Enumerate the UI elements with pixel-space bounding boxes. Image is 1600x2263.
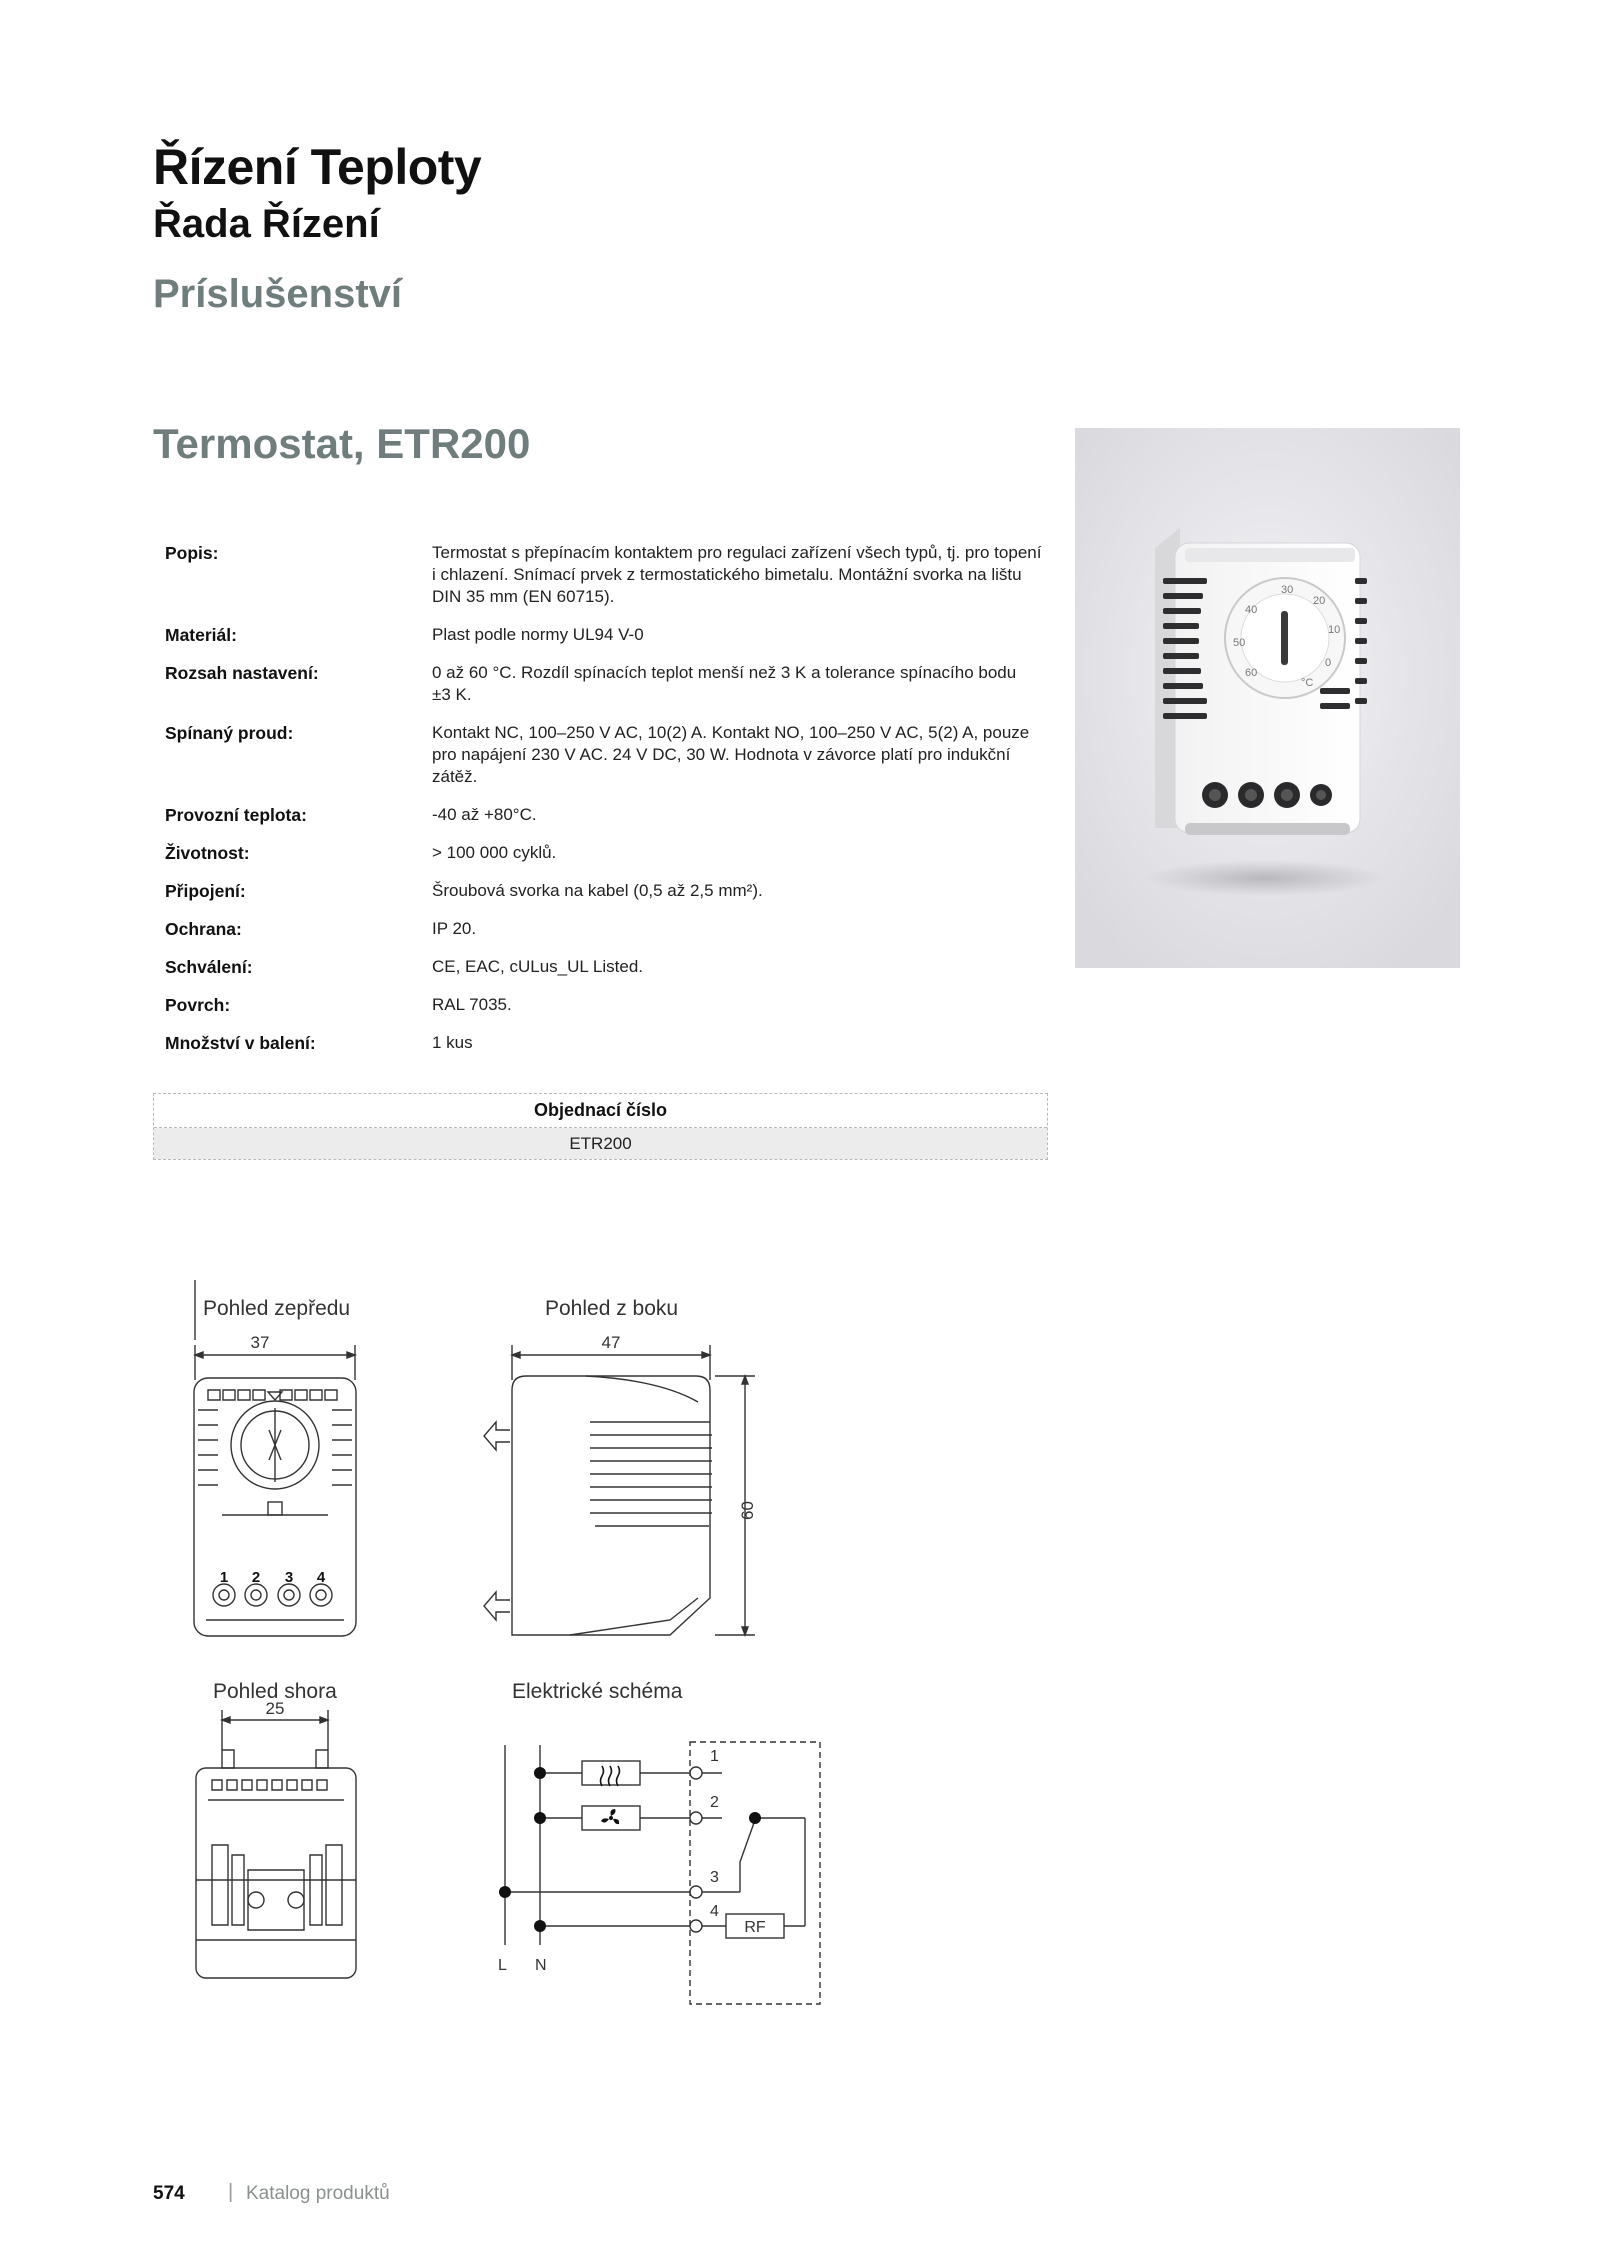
spec-value: Termostat s přepínacím kontaktem pro regulaci zařízení všech typů, tj. pro topení i chlazení. Snímací prvek z termostatického bimetalu. Montážní svorka na lištu DIN 35 mm (EN 60715). (432, 543, 1042, 606)
spec-row (165, 624, 1045, 646)
spec-row (165, 842, 1045, 864)
dial-mark: 10 (1328, 624, 1341, 636)
spec-label: Životnost: (165, 843, 250, 863)
terminal-label: 2 (251, 1569, 261, 1586)
technical-drawings (150, 1280, 870, 2020)
spec-value: IP 20. (432, 919, 477, 938)
dial-mark: 60 (1245, 667, 1258, 679)
fan-icon (601, 1809, 619, 1824)
schema-node: 2 (710, 1794, 719, 1811)
dial-mark: °C (1301, 677, 1314, 689)
page-number: 574 (153, 2183, 185, 2204)
spec-label: Povrch: (165, 995, 231, 1015)
catalog-label: Katalog produktů (246, 2183, 390, 2204)
product-title: Termostat, ETR200 (153, 420, 531, 467)
schema-node: 1 (710, 1748, 719, 1765)
dial-mark: 50 (1233, 637, 1246, 649)
order-header: Objednací číslo (154, 1094, 1047, 1128)
spec-row (165, 722, 1045, 788)
spec-value: Plast podle normy UL94 V-0 (432, 625, 644, 644)
order-table (153, 1093, 1048, 1160)
spec-value: 0 až 60 °C. Rozdíl spínacích teplot menší než 3 K a tolerance spínacího bodu ±3 K. (432, 663, 1017, 704)
spec-value: RAL 7035. (432, 995, 512, 1014)
spec-row (165, 918, 1045, 940)
thermostat-illustration (1075, 428, 1460, 968)
terminal-label: 4 (316, 1569, 326, 1586)
rf-label: RF (744, 1919, 766, 1936)
front-dim: 37 (250, 1333, 270, 1352)
footer-separator: | (228, 2181, 234, 2203)
spec-row (165, 1032, 1045, 1054)
line-label-n: N (535, 1957, 547, 1974)
page-subtitle: Řada Řízení (153, 202, 380, 246)
top-view-label: Pohled shora (213, 1680, 337, 1703)
side-dim-height: 60 (738, 1501, 757, 1520)
top-dim: 25 (265, 1699, 285, 1718)
spec-row (165, 542, 1045, 608)
spec-row (165, 994, 1045, 1016)
dial-mark: 20 (1313, 595, 1326, 607)
page-title: Řízení Teploty (153, 139, 482, 195)
side-view-label: Pohled z boku (545, 1297, 679, 1320)
terminal-label: 1 (219, 1569, 229, 1586)
terminal-label: 3 (284, 1569, 294, 1586)
product-photo (1075, 428, 1460, 968)
schema-node: 3 (710, 1869, 719, 1886)
dial-mark: 40 (1245, 604, 1258, 616)
spec-label: Množství v balení: (165, 1033, 316, 1053)
spec-row (165, 804, 1045, 826)
schema-node: 4 (710, 1903, 719, 1920)
dial-mark: 30 (1281, 584, 1294, 596)
side-dim-width: 47 (601, 1333, 621, 1352)
spec-value: CE, EAC, cULus_UL Listed. (432, 957, 644, 976)
front-view-label: Pohled zepředu (203, 1297, 351, 1320)
section-title: Príslušenství (153, 272, 403, 316)
spec-row (165, 662, 1045, 706)
spec-label: Spínaný proud: (165, 723, 294, 743)
spec-label: Ochrana: (165, 919, 242, 939)
order-number: ETR200 (154, 1128, 1047, 1159)
heater-icon (601, 1766, 620, 1786)
spec-table (165, 542, 1045, 1070)
spec-value: -40 až +80°C. (432, 805, 537, 824)
spec-row (165, 956, 1045, 978)
spec-label: Materiál: (165, 625, 237, 645)
spec-label: Připojení: (165, 881, 246, 901)
spec-row (165, 880, 1045, 902)
spec-value: Kontakt NC, 100–250 V AC, 10(2) A. Kontakt NO, 100–250 V AC, 5(2) A, pouze pro napájení 230 V AC. 24 V DC, 30 W. Hodnota v závorce platí pro indukční zátěž. (432, 723, 1030, 786)
line-label-l: L (498, 1957, 507, 1974)
spec-value: > 100 000 cyklů. (432, 843, 557, 862)
dial-mark: 0 (1325, 657, 1332, 669)
spec-value: Šroubová svorka na kabel (0,5 až 2,5 mm²). (432, 881, 763, 900)
spec-label: Schválení: (165, 957, 253, 977)
spec-value: 1 kus (432, 1033, 473, 1052)
spec-label: Provozní teplota: (165, 805, 307, 825)
spec-label: Popis: (165, 543, 219, 563)
schema-label: Elektrické schéma (512, 1680, 683, 1703)
spec-label: Rozsah nastavení: (165, 663, 319, 683)
